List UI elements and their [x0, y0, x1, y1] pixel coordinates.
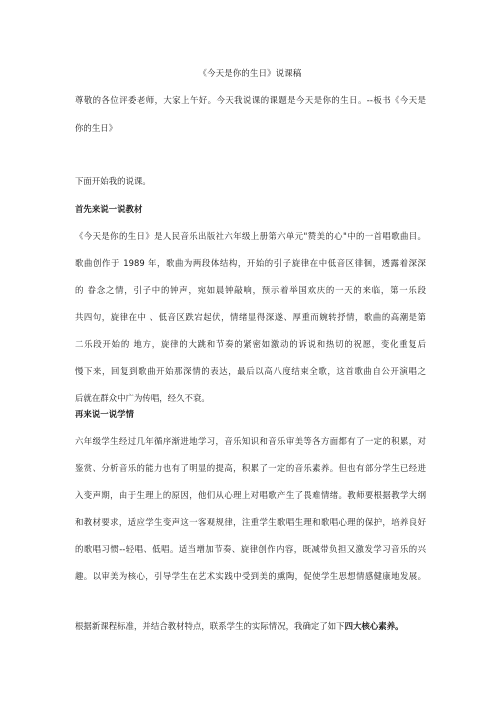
emphasis-text: 四大核心素养。: [344, 621, 404, 631]
paragraph-line: 的 眷念之情，引子中的钟声，宛如晨钟敲响，预示着举国欢庆的一天的来临，第一乐段: [75, 285, 426, 295]
paragraph-line: 二乐段开始的 地方，旋律的大跳和节奏的紧密如激动的诉说和热切的祝愿，变化重复后: [75, 339, 426, 349]
document-title: 《今天是你的生日》说课稿: [198, 68, 302, 78]
section-heading: 再来说一说学情: [75, 409, 134, 419]
paragraph-text: 根据新课程标准，并结合教材特点，联系学生的实际情况，我确定了如下: [75, 621, 345, 631]
paragraph-line: 共四句，旋律在中 、低音区跌宕起伏，情绪显得深遂、厚重而婉转抒情，歌曲的高潮是第: [75, 312, 426, 322]
paragraph-line: 下面开始我的说课。: [75, 176, 151, 186]
paragraph-line: 趣。以审美为核心，引导学生在艺术实践中受到美的熏陶，促使学生思想情感健康地发展。: [75, 571, 426, 581]
paragraph-line: 鉴赏、分析音乐的能力也有了明显的提高，积累了一定的音乐素养。但也有部分学生已经进: [75, 463, 426, 473]
paragraph-line: 六年级学生经过几年循序渐进地学习，音乐知识和音乐审美等各方面都有了一定的积累，对: [75, 436, 426, 446]
paragraph-line: 的歌唱习惯--轻唱、低唱。适当增加节奏、旋律创作内容，既减带负担又激发学习音乐的兴: [75, 544, 426, 554]
paragraph-line: 歌曲创作于 1989 年，歌曲为两段体结构，开始的引子旋律在中低音区徘徊，透露着深深: [75, 258, 426, 268]
paragraph-line: 慢下来，回复到歌曲开始那深情的表达，最后以高八度结束全歌，这首歌曲自公开演唱之: [75, 366, 426, 376]
section-heading: 首先来说一说教材: [75, 204, 143, 214]
paragraph-line: 和教材要求，适应学生变声这一客观规律，注重学生歌唱生理和歌唱心理的保护，培养良好: [75, 517, 426, 527]
paragraph-line: 后就在群众中广为传唱，经久不衰。: [75, 393, 210, 403]
paragraph-line: 你的生日》: [75, 123, 118, 133]
paragraph-line: 《今天是你的生日》是人民音乐出版社六年级上册第六单元"赞美的心"中的一首唱歌曲目。: [75, 231, 426, 241]
paragraph-line: 入变声期，由于生理上的原因，他们从心理上对唱歌产生了畏难情绪。教师要根据教学大纲: [75, 490, 426, 500]
paragraph-line: [75, 620, 404, 632]
paragraph-line: 尊敬的各位评委老师，大家上午好。今天我说课的课题是今天是你的生日。--板书《今天是: [75, 95, 426, 105]
